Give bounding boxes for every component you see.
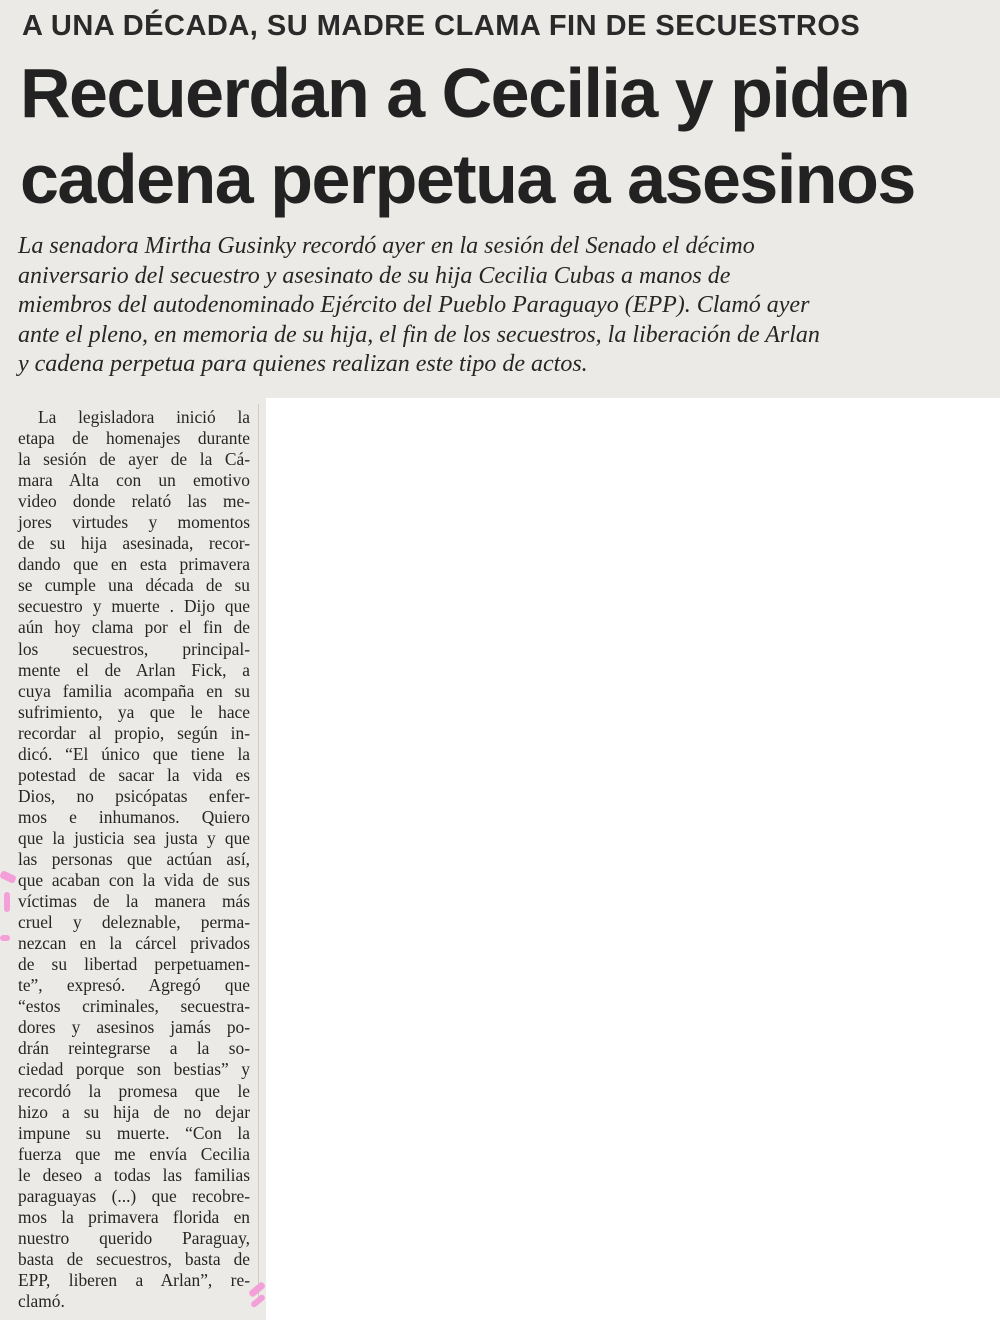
body-line: Dios, no psicópatas enfer- [18,785,250,806]
lead-line: y cadena perpetua para quienes realizan este tipo de actos. [18,351,588,377]
body-line: video donde relató las me- [18,491,250,512]
body-line: mos e inhumanos. Quiero [18,806,250,827]
body-line: nuestro querido Paraguay, [18,1227,250,1248]
body-line: de su libertad perpetuamen- [18,954,250,975]
highlighter-mark [4,892,10,912]
headline-line: Recuerdan a Cecilia y piden [20,54,910,132]
body-line: que la justicia sea justa y que [18,827,250,848]
body-line: paraguayas (...) que recobre- [18,1185,250,1206]
body-line: te”, expresó. Agregó que [18,975,250,996]
body-line: ciedad porque son bestias” y [18,1059,250,1080]
lead-line: aniversario del secuestro y asesinato de su hija Cecilia Cubas a manos de [18,262,731,289]
body-line: cruel y deleznable, perma- [18,912,250,933]
body-line: jores virtudes y momentos [18,512,250,533]
body-line: EPP, liberen a Arlan”, re- [18,1269,250,1290]
body-line: que acaban con la vida de sus [18,870,250,891]
body-line: recordar al propio, según in- [18,722,250,743]
body-line: impune su muerte. “Con la [18,1122,250,1143]
body-line: dores y asesinos jamás po- [18,1017,250,1038]
body-line: mara Alta con un emotivo [18,470,250,491]
body-line: secuestro y muerte . Dijo que [18,596,250,617]
body-line: basta de secuestros, basta de [18,1248,250,1269]
body-line: recordó la promesa que le [18,1080,250,1101]
body-line: víctimas de la manera más [18,891,250,912]
body-line: potestad de sacar la vida es [18,764,250,785]
lead-line: La senadora Mirtha Gusinky recordó ayer en la sesión del Senado el décimo [18,233,755,259]
body-line: clamó. [18,1290,65,1311]
body-line: le deseo a todas las familias [18,1164,250,1185]
body-line: fuerza que me envía Cecilia [18,1143,250,1164]
column-gutter [258,404,259,1304]
body-line: “estos criminales, secuestra- [18,996,250,1017]
body-line: drán reintegrarse a la so- [18,1038,250,1059]
highlighter-mark [0,935,10,941]
blank-background [266,398,1000,1320]
body-line: dando que en esta primavera [18,554,250,575]
body-line: hizo a su hija de no dejar [18,1101,250,1122]
article-kicker: A UNA DÉCADA, SU MADRE CLAMA FIN DE SECUESTROS [22,10,861,42]
headline-line: cadena perpetua a asesinos [20,140,915,218]
body-line: etapa de homenajes durante [18,428,250,449]
body-line: de su hija asesinada, recor- [18,533,250,554]
body-line: mente el de Arlan Fick, a [18,659,250,680]
body-line: dicó. “El único que tiene la [18,743,250,764]
article-lead [18,232,993,380]
body-line: las personas que actúan así, [18,848,250,869]
body-line: los secuestros, principal- [18,638,250,659]
body-line: aún hoy clama por el fin de [18,617,250,638]
body-line: sufrimiento, ya que le hace [18,701,250,722]
body-line: se cumple una década de su [18,575,250,596]
body-line: cuya familia acompaña en su [18,680,250,701]
body-line: La legisladora inició la [38,407,250,427]
body-line: nezcan en la cárcel privados [18,933,250,954]
article-headline [20,50,990,222]
lead-line: ante el pleno, en memoria de su hija, el fin de los secuestros, la liberación de Arlan [18,321,820,348]
body-line: la sesión de ayer de la Cá- [18,449,250,470]
body-line: mos la primavera florida en [18,1206,250,1227]
article-body [18,407,250,1312]
lead-line: miembros del autodenominado Ejército del Pueblo Paraguayo (EPP). Clamó ayer [18,292,810,318]
